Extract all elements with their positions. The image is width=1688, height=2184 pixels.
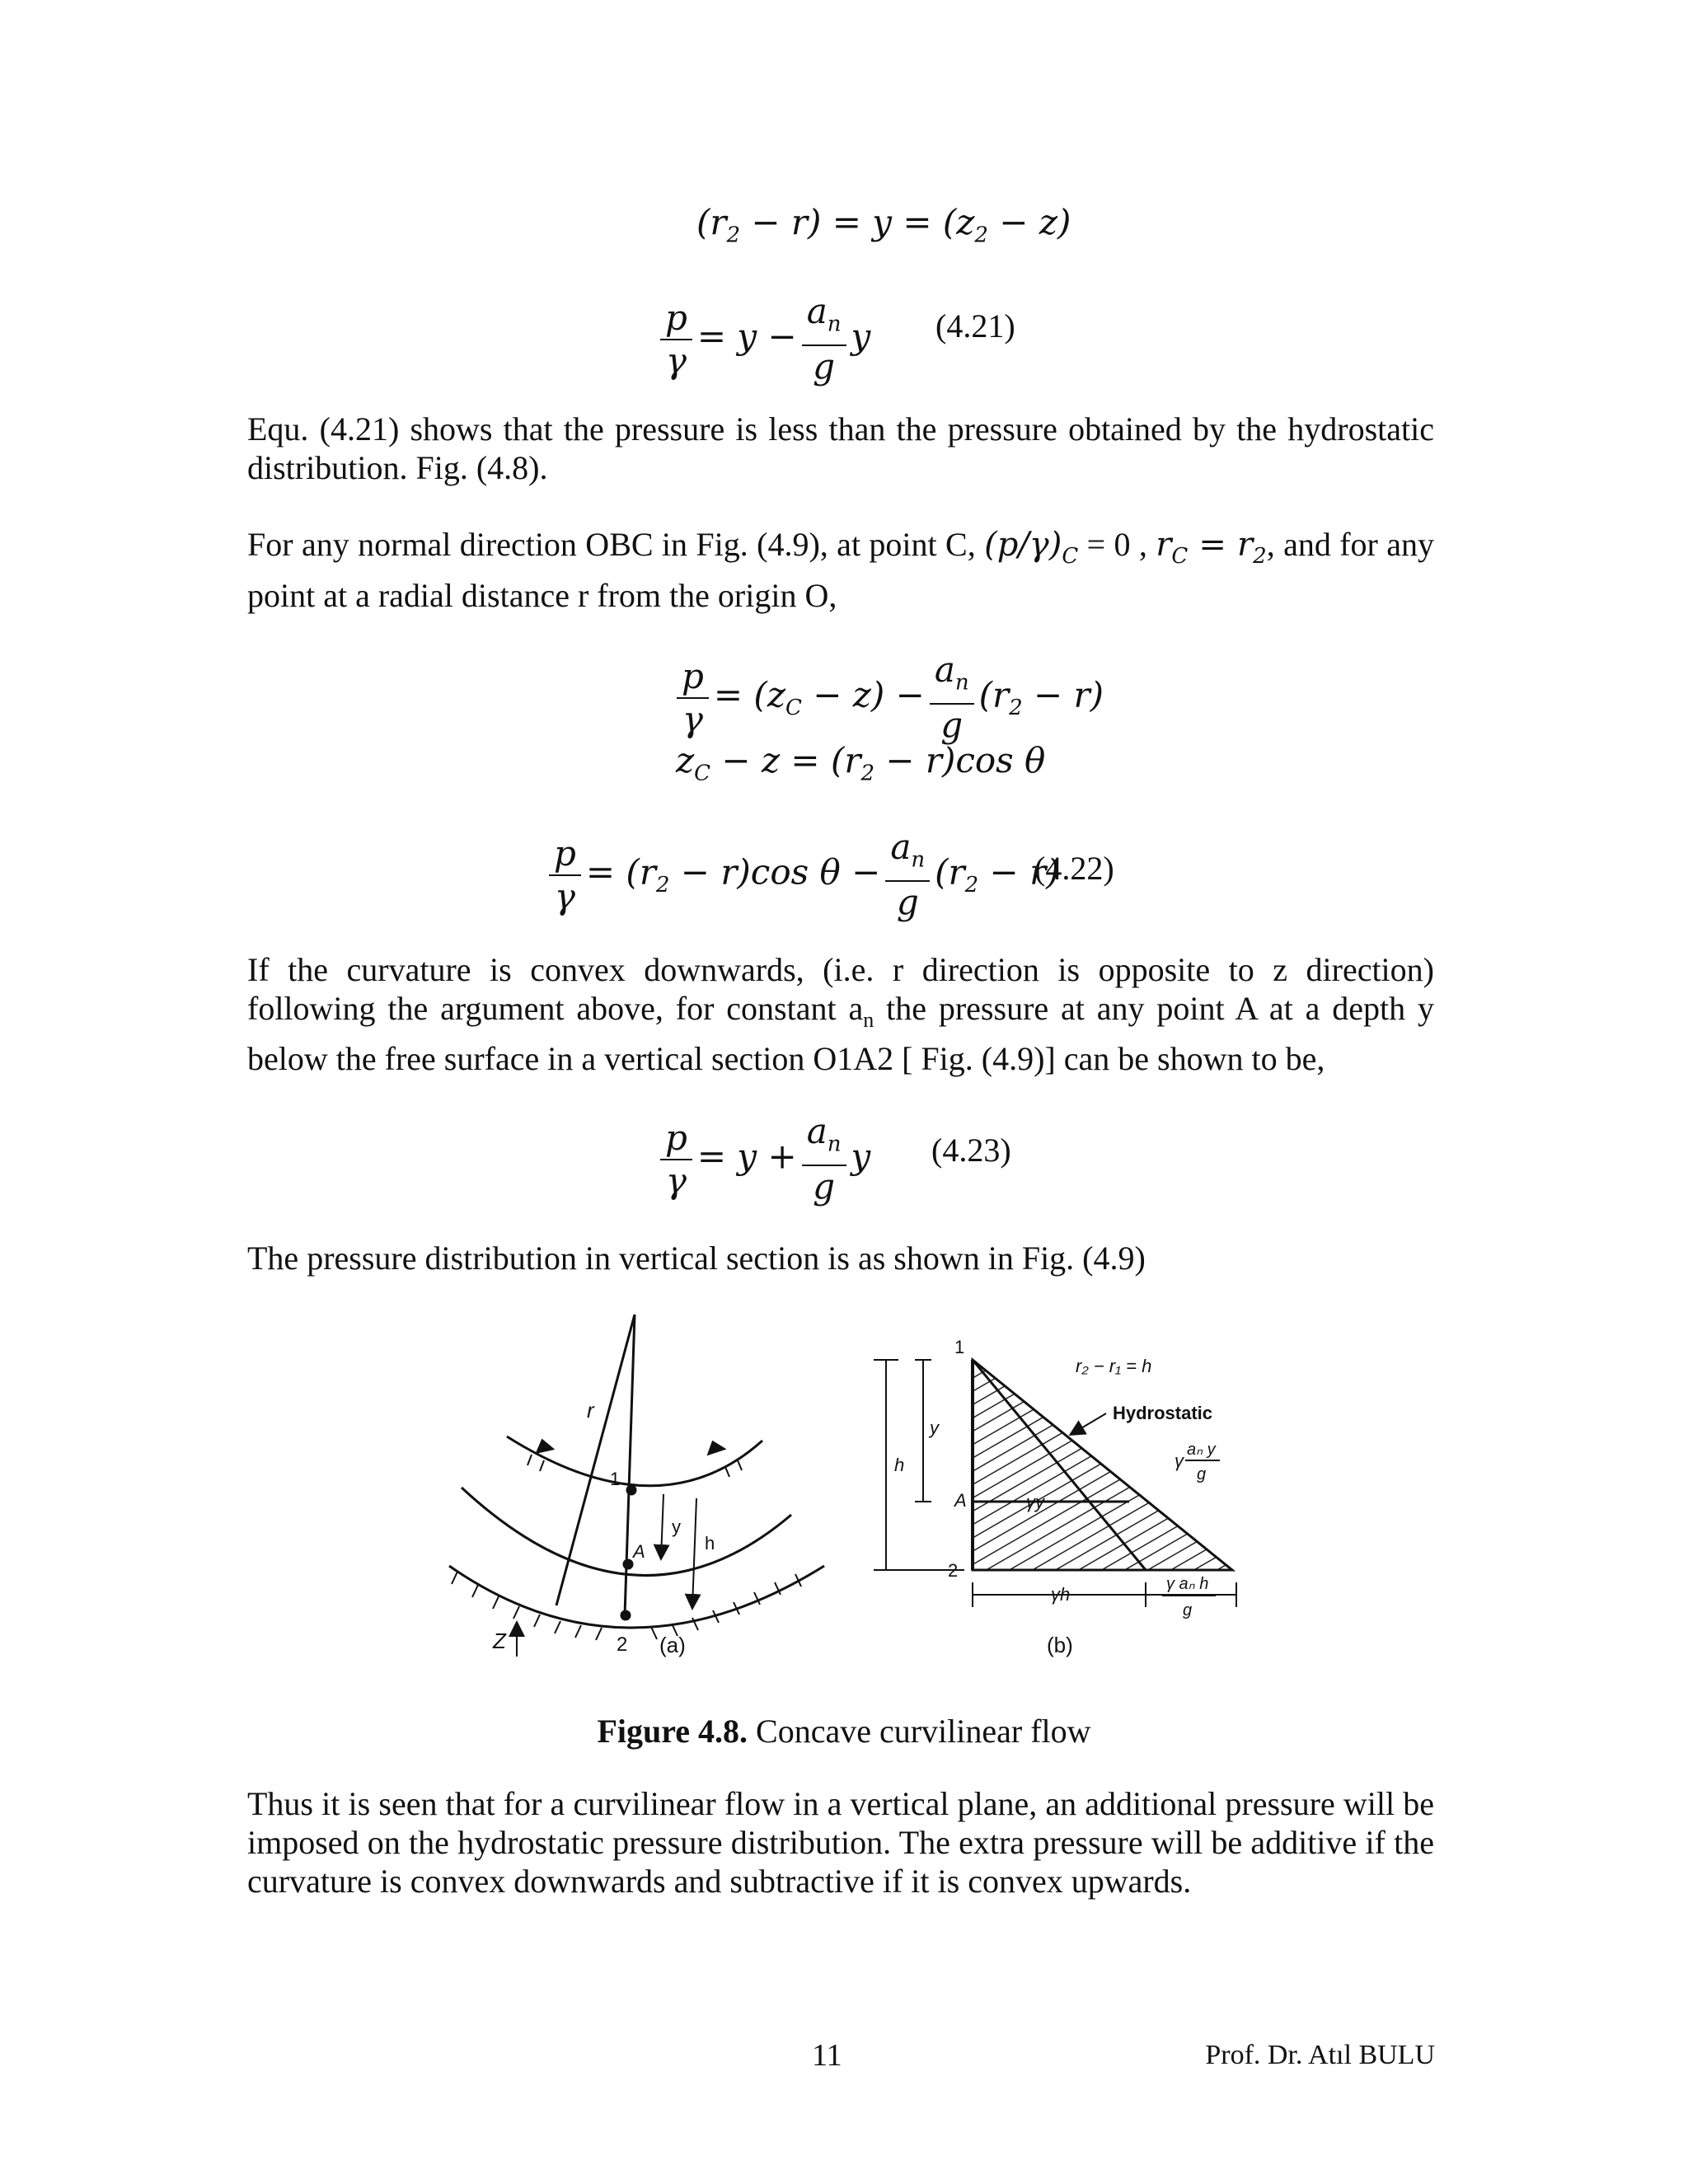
equation-number-4-21: (4.21) — [935, 307, 1015, 344]
label-point-2: 2 — [617, 1633, 628, 1656]
paragraph-pressure-distribution: The pressure distribution in vertical section is as shown in Fig. (4.9) — [247, 1240, 1146, 1277]
figure-caption: Figure 4.8. Concave curvilinear flow — [597, 1713, 1091, 1750]
pressure-distribution-triangle — [973, 1360, 1232, 1570]
water-surface-symbol — [709, 1442, 724, 1454]
equation-4-23: $\frac{p}{\gamma}$ = y + $\frac{a_n}{g}$ y — [655, 1113, 870, 1206]
label-g-1: g — [1197, 1465, 1207, 1483]
paragraph-normal-direction: For any normal direction OBC in Fig. (4.9), at point C, $(p/\gamma)_C = 0$ , $r_C = r_2$, and for any point at a radial distance r from the origin O, — [247, 526, 1434, 614]
label-b-A: A — [954, 1490, 967, 1511]
label-point-A: A — [633, 1541, 645, 1562]
label-an-y: aₙ y — [1187, 1441, 1216, 1459]
paragraph-convex-downwards: If the curvature is convex downwards, (i.e. r direction is opposite to z direction) following the argument above, for constant $a_n$ the pressure at any point A at a depth y below the free surface in a vertical section O1A2 [ Fig. (4.9)] can be shown to be, — [247, 951, 1434, 1077]
label-g-2: g — [1183, 1601, 1193, 1619]
equation-number-4-22: (4.22) — [1034, 850, 1114, 887]
label-b-2: 2 — [948, 1560, 959, 1581]
label-hydrostatic: Hydrostatic — [1113, 1403, 1213, 1423]
figure-panel-a — [449, 1315, 824, 1657]
paragraph-conclusion: Thus it is seen that for a curvilinear flow in a vertical plane, an additional pressure will be imposed on the hydrostatic pressure distribution. The extra pressure will be additive if the curvature is convex downwards and subtractive if it is convex upwards. — [247, 1785, 1434, 1900]
label-h: h — [705, 1533, 715, 1554]
water-surface-symbol — [537, 1441, 552, 1452]
label-b-1: 1 — [954, 1337, 965, 1357]
fraction-p-over-gamma: $\frac{p}{\gamma}$ — [660, 299, 692, 380]
page-number: 11 — [812, 2038, 842, 2073]
fraction-an-over-g: $\frac{a_n}{g}$ — [802, 293, 846, 386]
equation-4-22: $\frac{p}{\gamma}$ = $(r_2 - r)\cos$ θ − $\frac{a_n}{g}$ $(r_2 - r)$ — [544, 828, 1060, 921]
equation-zc-minus-z: $z_C - z = (r_2 - r)\cos$ θ — [676, 740, 1046, 786]
figure-curvilinear-flow — [387, 1302, 1311, 1673]
radius-line — [556, 1315, 635, 1605]
equation-pressure-general: $\frac{p}{\gamma}$ = $(z_C - z)$ − $\frac{a_n}{g}$ $(r_2 - r)$ — [672, 651, 1104, 744]
point-1 — [627, 1486, 635, 1494]
depth-y-arrow — [661, 1494, 663, 1558]
label-point-1: 1 — [610, 1469, 621, 1489]
label-gamma-an-h: γ aₙ h — [1166, 1575, 1209, 1593]
paragraph-hydrostatic-comparison: Equ. (4.21) shows that the pressure is less than the pressure obtained by the hydrostatic distribution. Fig. (4.8). — [247, 410, 1434, 486]
equation-depth-relation: $(r_2 - r) = y = (z_2 - z)$ — [696, 202, 1071, 248]
point-2 — [621, 1611, 630, 1619]
label-r: r — [587, 1398, 594, 1422]
label-b-h: h — [894, 1455, 905, 1475]
label-r-difference: r₂ − r₁ = h — [1076, 1356, 1152, 1376]
point-A — [624, 1560, 632, 1568]
label-b-y: y — [930, 1418, 939, 1438]
label-gamma-h: γh — [1051, 1584, 1071, 1605]
label-Z: Z — [493, 1629, 506, 1653]
panel-label-b: (b) — [1047, 1633, 1073, 1657]
footer-author: Prof. Dr. Atıl BULU — [1205, 2040, 1435, 2070]
figure-panel-b — [874, 1360, 1236, 1607]
label-gamma: γ — [1175, 1451, 1184, 1471]
panel-label-a: (a) — [659, 1633, 686, 1657]
equation-number-4-23: (4.23) — [931, 1132, 1011, 1169]
depth-h-arrow — [692, 1498, 696, 1607]
equation-4-21: $\frac{p}{\gamma}$ = y − $\frac{a_n}{g}$ y — [655, 293, 870, 386]
vertical-section-line — [625, 1315, 635, 1615]
label-y: y — [672, 1516, 681, 1537]
label-gamma-y: γy — [1026, 1492, 1044, 1512]
